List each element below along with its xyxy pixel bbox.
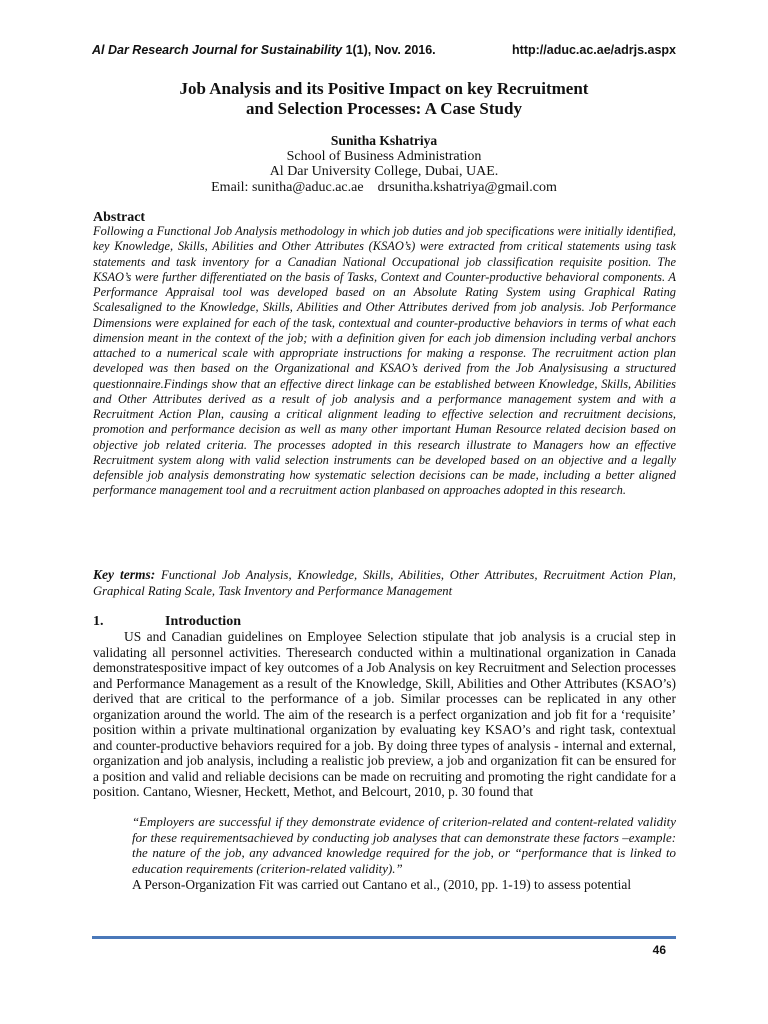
title-line-1: Job Analysis and its Positive Impact on key Recruitment [179, 79, 589, 98]
key-terms [93, 567, 676, 599]
title-line-2: and Selection Processes: A Case Study [246, 99, 522, 118]
author-name: Sunitha Kshatriya [330, 133, 438, 148]
closing-paragraph: A Person-Organization Fit was carried out Cantano et al., (2010, pp. 1-19) to assess potential [132, 877, 632, 892]
journal-url[interactable]: http://aduc.ac.ae/adrjs.aspx [512, 43, 676, 57]
footer-rule [92, 936, 676, 939]
section-number: 1. [93, 614, 104, 629]
author-email: Email: sunitha@aduc.ac.ae drsunitha.kshatriya@gmail.com [211, 179, 557, 195]
abstract-heading: Abstract [93, 210, 146, 225]
page-number: 46 [652, 943, 666, 957]
paper-title [92, 79, 676, 119]
journal-citation [92, 43, 436, 57]
block-quote: “Employers are successful if they demonstrate evidence of criterion-related and content-related validity for these requirementsachieved by conducting job analyses that can demonstrate these factors –example: the nature of the job, any advanced knowledge required for the job, or “performance that is linked to education requirements (criterion-related validity).” [132, 815, 676, 876]
author-block [92, 133, 676, 195]
key-terms-label: Key terms: [93, 567, 156, 582]
author-affiliation-2: Al Dar University College, Dubai, UAE. [269, 164, 499, 179]
journal-volume: 1(1), Nov. 2016. [345, 43, 436, 57]
section-heading-introduction [93, 614, 241, 630]
key-terms-text: Functional Job Analysis, Knowledge, Skills, Abilities, Other Attributes, Recruitment Action Plan, Graphical Rating Scale, Task Inventory and Performance Management [93, 568, 676, 598]
section-title: Introduction [165, 614, 241, 629]
author-affiliation-1: School of Business Administration [286, 148, 482, 164]
abstract-text: Following a Functional Job Analysis methodology in which job duties and job specifications were initially identified, key Knowledge, Skills, Abilities and Other Attributes (KSAO’s) were extracted from critical statements using task statements and task inventory for a Canadian National Occupational job classification requisite position. The KSAO’s were further differentiated on the basis of Tasks, Context and Counter-productive behavioral components. A Performance Appraisal tool was developed based on an Absolute Rating System using Graphical Rating Scalesaligned to the Knowledge, Skills, Abilities and Other Attributes derived from job analysis. Job Performance Dimensions were explained for each of the task, contextual and counter-productive behaviors in terms of what each dimension meant in the context of the job; with a definition given for each job dimension including verbal anchors attached to a numerical scale with appropriate instructions for making a response. The recruitment action plan developed was then based on the Organizational and KSAO’s derived from the Job Analysisusing a structured questionnaire.Findings show that an effective direct linkage can be established between Knowledge, Skills, Abilities and Other Attributes derived as a result of job analysis and a performance management system and with a Recruitment Action Plan, causing a critical alignment leading to effective selection and recruitment decisions, promotion and performance decision as well as many other important Human Resource related decision based on objective job related criteria. The processes adopted in this research illustrate to Managers how an effective Recruitment system along with valid selection instruments can be developed based on an objective and a legally defensible job analysis demonstrating how systematic selection decisions can be made, including a better aligned performance management tool and a recruitment action planbased on approaches adopted in this research. [93, 224, 676, 498]
introduction-paragraph: US and Canadian guidelines on Employee Selection stipulate that job analysis is a crucial step in validating all personnel activities. Theresearch conducted within a multinational organization in Canada demonstratespositive impact of key outcomes of a Job Analysis on key Recruitment and Selection processes and Performance Management as a result of the Knowledge, Skill, Abilities and Other Attributes (KSAO’s) derived that are critical to the performance of a job. Similar processes can be replicated in any other organization around the world. The aim of the research is a perfect organization and job fit for a ‘requisite’ position within a private multinational organization by evaluating key KSAO’s and right task, contextual and counter-productive behaviors required for a job. By doing three types of analysis - internal and external, organization and job analysis, including a realistic job preview, a job and organization fit can be ensured for a position and valid and reliable decisions can be made on recruiting and promoting the right candidate for a position. Cantano, Wiesner, Heckett, Methot, and Belcourt, 2010, p. 30 found that [93, 629, 676, 800]
journal-name: Al Dar Research Journal for Sustainability [92, 43, 343, 57]
